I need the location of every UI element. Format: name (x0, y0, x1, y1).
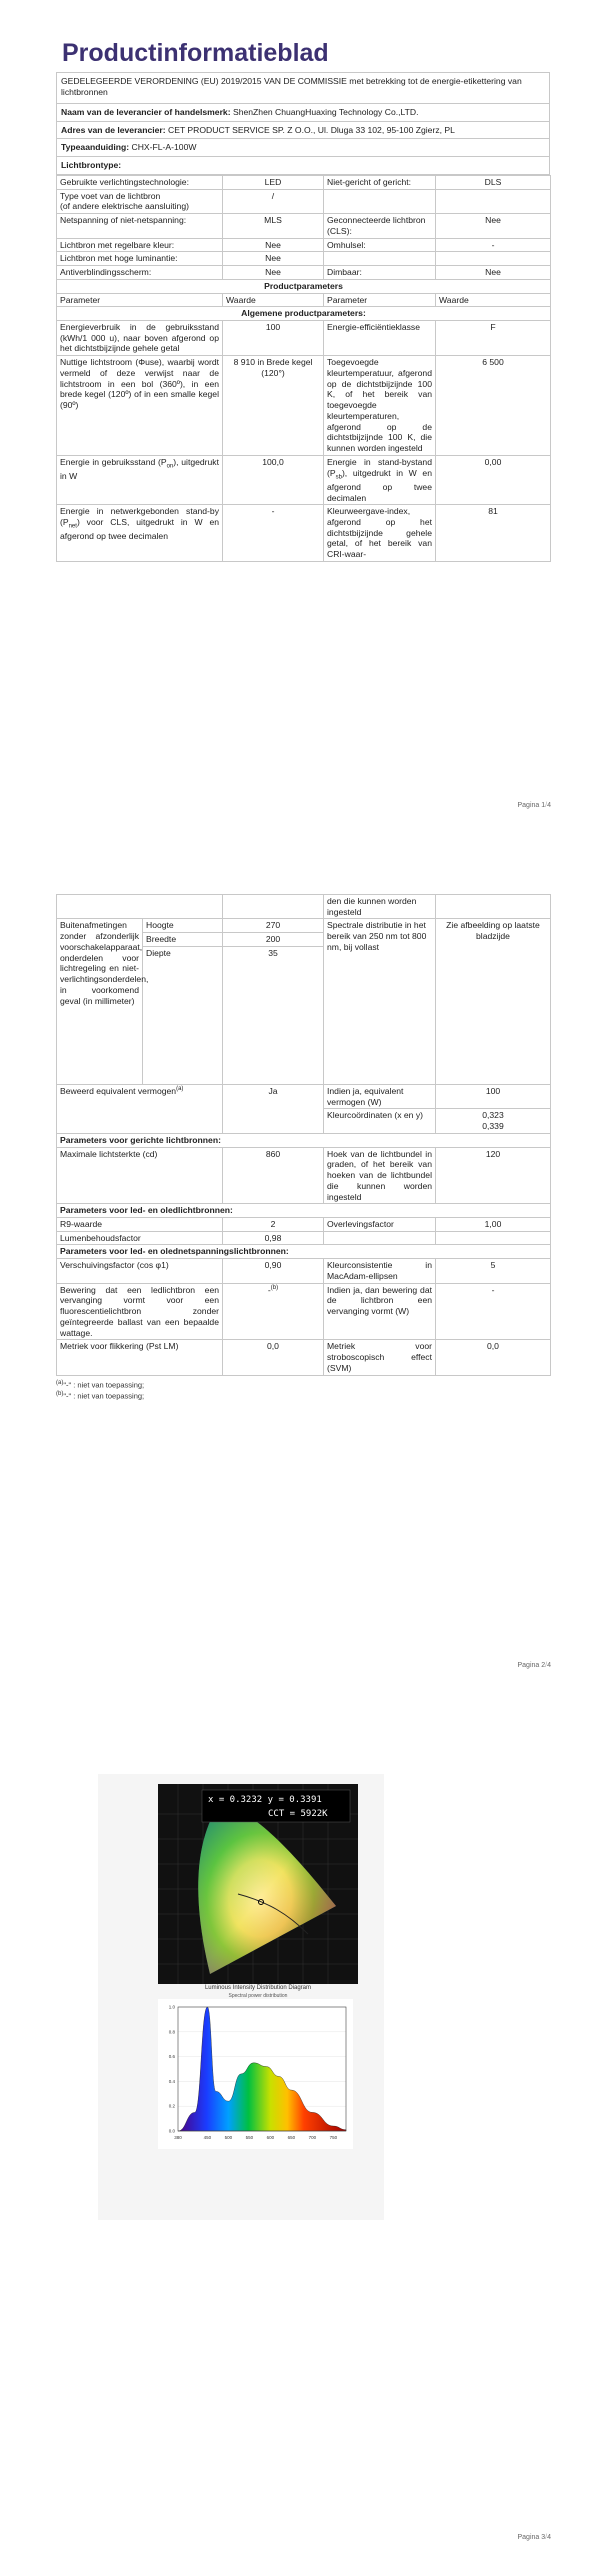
column-header-row: Parameter Waarde Parameter Waarde (57, 293, 551, 307)
page-1 (0, 0, 603, 826)
cie-chromaticity-diagram (158, 1784, 358, 1984)
table-row: Energie in gebruiksstand $(P_{on})$, uitgedrukt in W 100,0 Energie in stand-bystand $(P_{sb})$, uitgedrukt in W en afgerond op twee decimalen 0,00 (57, 455, 551, 504)
table-row: Netspanning of niet-netspanning: MLS Geconnecteerde lichtbron (CLS): Nee (57, 214, 551, 238)
table-row: Buitenafmetingen zonder afzonderlijk voorschakelapparaat, onderdelen voor lichtregeling en niet-verlichtingsonderdelen, in voorkomend geval (in millimeter) Hoogte 270 Spectrale distributie in het bereik van 250 nm tot 800 nm, bij vollast Zie afbeelding op laatste bladzijde (57, 919, 551, 933)
x-tick-label: 600 (266, 2135, 275, 2140)
cie-coordinates: x = 0.3232 y = 0.3391 (208, 1795, 322, 1805)
x-tick-label: 550 (245, 2135, 254, 2140)
table-row: Maximale lichtsterkte (cd) 860 Hoek van de lichtbundel in graden, of het bereik van hoeken van de lichtbundel die kunnen worden ingesteld 120 (57, 1147, 551, 1204)
section-header: Parameters voor led- en olednetspanningslichtbronnen: (57, 1245, 551, 1259)
y-tick-label: 0.2 (168, 2103, 175, 2109)
table-row: Gebruikte verlichtingstechnologie: LED Niet-gericht of gericht: DLS (57, 175, 551, 189)
header-box (56, 72, 550, 562)
y-tick-label: 1.0 (168, 2004, 175, 2010)
parameters-table-2 (56, 894, 551, 1376)
y-tick-label: 0.4 (168, 2078, 175, 2084)
table-row: Breedte 200 (57, 933, 551, 947)
x-tick-label: 700 (308, 2135, 317, 2140)
table-row: Energieverbruik in de gebruiksstand (kWh/1 000 u), naar boven afgerond op het dichtstbijzijnde gehele getal 100 Energie-efficiëntieklasse F (57, 321, 551, 356)
table-row: Energie in netwerkgebonden stand-by $(P_{net})$ voor CLS, uitgedrukt in W en afgerond op twee decimalen - Kleurweergave-index, afgerond op het dichtstbijzijnde gehele getal, of het bereik van CRI-waar- 81 (57, 505, 551, 562)
model-row (57, 139, 549, 157)
table-row: den die kunnen worden ingesteld (57, 895, 551, 919)
table-row: Nuttige lichtstroom (Φuse), waarbij wordt vermeld of deze verwijst naar de lichtstroom in een bol (360º), in een brede kegel (120º) of in een smalle kegel (90º) 8 910 in Brede kegel (120°) Toegevoegde kleurtemperatuur, afgerond op de dichtstbijzijnde 100 K, of het bereik van toegevoegde kleurtemperaturen, afgerond op de dichtstbijzijnde 100 K, die kunnen worden ingesteld 6 500 (57, 356, 551, 456)
x-tick-label: 650 (287, 2135, 296, 2140)
supplier-name-row (57, 104, 549, 122)
footnote-a: $^{(a)}$"-" : niet van toepassing; (56, 1379, 145, 1390)
y-tick-label: 0.6 (168, 2054, 175, 2060)
document-title: Productinformatieblad (62, 39, 329, 67)
table-row: Bewering dat een ledlichtbron een vervanging vormt voor een fluorescentielichtbron zonder geïntegreerde ballast van een bepaalde wattage. -$^{(b)}$ Indien ja, dan bewering dat de lichtbron een vervanging vormt (W) - (57, 1283, 551, 1340)
x-tick-label: 380 (174, 2135, 182, 2140)
lightsource-table (56, 175, 551, 562)
table-row: Lumenbehoudsfactor 0,98 (57, 1231, 551, 1245)
table-row: Beweerd equivalent vermogen$^{(a)}$ Ja Indien ja, equivalent vermogen (W) 100 (57, 1084, 551, 1108)
parameters-continued (56, 894, 550, 1401)
table-row: Kleurcoördinaten (x en y) 0,323 0,339 (57, 1109, 551, 1133)
x-tick-label: 450 (203, 2135, 212, 2140)
page-number: Pagina 2/4 (517, 1662, 551, 1669)
lightsource-type-row: Lichtbrontype: (57, 157, 549, 175)
section-header: Productparameters (57, 279, 551, 293)
table-row: Antiverblindingsscherm: Nee Dimbaar: Nee (57, 266, 551, 280)
section-header: Parameters voor gerichte lichtbronnen: (57, 1133, 551, 1147)
section-header: Algemene productparameters: (57, 307, 551, 321)
spectral-power-chart (158, 1999, 353, 2149)
section-header: Parameters voor led- en oledlichtbronnen: (57, 1204, 551, 1218)
supplier-address-label: Adres van de leverancier: (61, 124, 166, 135)
table-row: Metriek voor flikkering (Pst LM) 0,0 Metriek voor stroboscopisch effect (SVM) 0,0 (57, 1340, 551, 1375)
table-row: Diepte 35 (57, 946, 551, 1084)
page-3 (0, 1716, 603, 2560)
table-row: Verschuivingsfactor (cos φ1) 0,90 Kleurconsistentie in MacAdam-ellipsen 5 (57, 1259, 551, 1283)
regulation-text: GEDELEGEERDE VERORDENING (EU) 2019/2015 VAN DE COMMISSIE met betrekking tot de energie-etikettering van lichtbronnen (57, 73, 549, 104)
model-label: Typeaanduiding: (61, 142, 130, 153)
supplier-address-value: CET PRODUCT SERVICE SP. Z O.O., Ul. Dluga 33 102, 95-100 Zgierz, PL (168, 124, 455, 135)
supplier-name-value: ShenZhen ChuangHuaxing Technology Co.,LTD. (232, 107, 419, 117)
x-tick-label: 500 (224, 2135, 233, 2140)
table-row: Type voet van de lichtbron (of andere elektrische aansluiting) / (57, 189, 551, 213)
distribution-chart-title: Luminous Intensity Distribution Diagram (204, 1985, 312, 1991)
cie-cct: CCT = 5922K (268, 1809, 328, 1819)
supplier-address-row (57, 122, 549, 140)
page-number: Pagina 1/4 (517, 802, 551, 809)
table-row: Lichtbron met regelbare kleur: Nee Omhulsel: - (57, 238, 551, 252)
spectrum-figure (98, 1774, 384, 2220)
table-row: Lichtbron met hoge luminantie: Nee (57, 252, 551, 266)
footnote-b: $^{(b)}$"-" : niet van toepassing; (56, 1391, 145, 1401)
y-tick-label: 0.8 (168, 2029, 175, 2035)
page-2 (0, 870, 603, 1706)
x-tick-label: 750 (329, 2135, 338, 2140)
model-value: CHX-FL-A-100W (131, 142, 197, 153)
spectral-chart-title: Spectral power distribution (228, 1993, 288, 1999)
table-row: R9-waarde 2 Overlevingsfactor 1,00 (57, 1218, 551, 1232)
y-tick-label: 0.0 (168, 2128, 175, 2134)
page-number: Pagina 3/4 (517, 2534, 551, 2541)
supplier-name-label: Naam van de leverancier of handelsmerk: (61, 107, 231, 117)
